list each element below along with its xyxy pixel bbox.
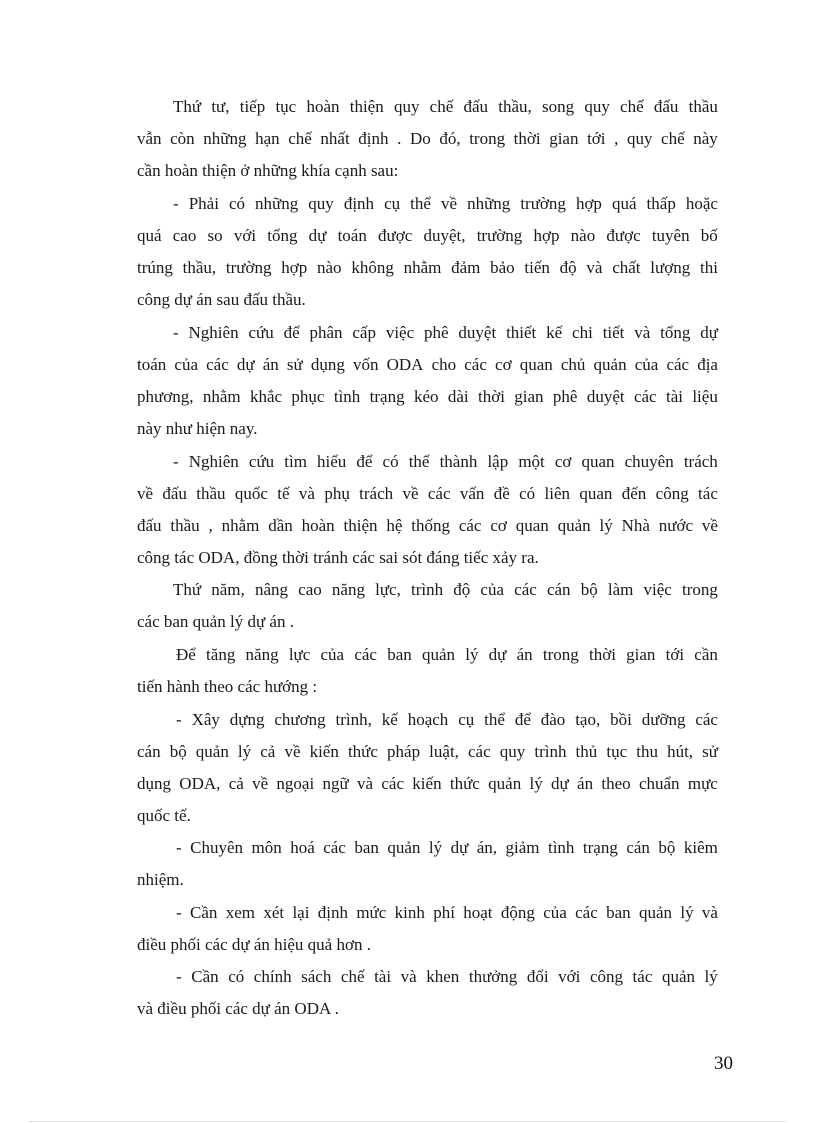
page-bottom-rule <box>30 1121 786 1122</box>
paragraph-line: điều phối các dự án hiệu quả hơn . <box>137 935 371 954</box>
paragraph-line: trúng thầu, trường hợp nào không nhằm đảm bảo tiến độ và chất lượng thi <box>137 258 718 277</box>
paragraph-line: công tác ODA, đồng thời tránh các sai sót đáng tiếc xảy ra. <box>137 548 539 567</box>
paragraph-line: - Nghiên cứu để phân cấp việc phê duyệt thiết kế chi tiết và tổng dự <box>173 323 718 342</box>
paragraph-line: - Cần có chính sách chế tài và khen thưởng đối với công tác quản lý <box>176 967 718 986</box>
paragraph-line: Thứ tư, tiếp tục hoàn thiện quy chế đấu thầu, song quy chế đấu thầu <box>173 97 718 116</box>
paragraph-line: tiến hành theo các hướng : <box>137 677 318 696</box>
paragraph-line: - Chuyên môn hoá các ban quản lý dự án, giảm tình trạng cán bộ kiêm <box>176 838 718 857</box>
paragraph-line: - Xây dựng chương trình, kế hoạch cụ thể để đào tạo, bồi dưỡng các <box>176 710 718 729</box>
paragraph-line: - Nghiên cứu tìm hiểu để có thể thành lập một cơ quan chuyên trách <box>173 452 718 471</box>
paragraph-line: quá cao so với tổng dự toán được duyệt, trường hợp nào được tuyên bố <box>137 226 718 245</box>
paragraph-line: toán của các dự án sử dụng vốn ODA cho các cơ quan chủ quản của các địa <box>137 355 718 374</box>
paragraph-line: đấu thầu , nhằm dần hoàn thiện hệ thống các cơ quan quản lý Nhà nước về <box>137 516 718 535</box>
paragraph-line: - Cần xem xét lại định mức kinh phí hoạt động của các ban quản lý và <box>176 903 718 922</box>
paragraph-line: cần hoàn thiện ở những khía cạnh sau: <box>137 161 399 180</box>
paragraph-line: và điều phối các dự án ODA . <box>137 999 339 1018</box>
paragraph-line: cán bộ quản lý cả về kiến thức pháp luật, các quy trình thủ tục thu hút, sử <box>137 742 718 761</box>
paragraph-line: phương, nhằm khắc phục tình trạng kéo dài thời gian phê duyệt các tài liệu <box>137 387 718 406</box>
paragraph-line: công dự án sau đấu thầu. <box>137 290 306 309</box>
paragraph-line: nhiệm. <box>137 870 184 889</box>
paragraph-line: vẫn còn những hạn chế nhất định . Do đó, trong thời gian tới , quy chế này <box>137 129 718 148</box>
paragraph-line: Để tăng năng lực của các ban quản lý dự án trong thời gian tới cần <box>176 645 718 664</box>
paragraph-line: - Phải có những quy định cụ thể về những trường hợp quá thấp hoặc <box>173 194 718 213</box>
paragraph-line: dụng ODA, cả về ngoại ngữ và các kiến thức quản lý dự án theo chuẩn mực <box>137 774 718 793</box>
paragraph-line: Thứ năm, nâng cao năng lực, trình độ của các cán bộ làm việc trong <box>173 580 718 599</box>
paragraph-line: các ban quản lý dự án . <box>137 612 294 631</box>
paragraph-line: quốc tế. <box>137 806 191 825</box>
paragraph-line: này như hiện nay. <box>137 419 258 438</box>
page-number: 30 <box>714 1053 733 1074</box>
paragraph-line: về đấu thầu quốc tế và phụ trách về các vấn đề có liên quan đến công tác <box>137 484 718 503</box>
